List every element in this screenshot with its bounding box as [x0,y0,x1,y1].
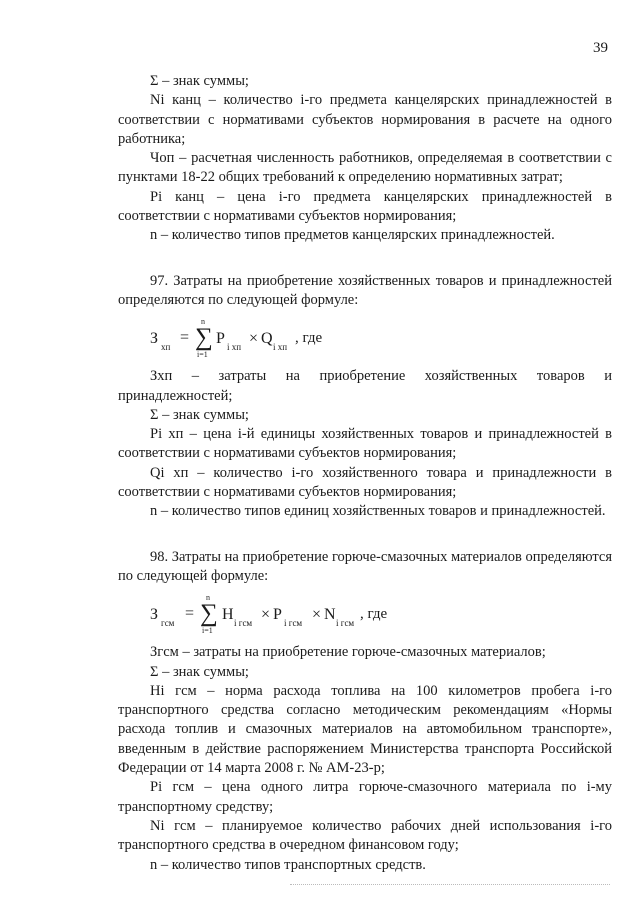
f98-times2: × [312,606,322,624]
f97-sigma: ∑ [195,324,213,352]
s98-intro: 98. Затраты на приобретение горюче-смазочных материалов определяются по следующей формуле: [118,548,612,584]
f98-term2: P [273,606,282,624]
s1-line-nkanc: Ni канц – количество i-го предмета канцелярских принадлежностей в соответствии с нормативами субъектов нормирования в расчете на одного работника; [118,92,612,147]
f97-tail: , где [295,330,323,347]
s98-line-zgsm: Згсм – затраты на приобретение горюче-смазочных материалов; [150,644,546,661]
f98-term1-sub: i гсм [234,618,253,629]
f98-sum-top: n [206,593,210,603]
f98-term3-sub: i гсм [336,618,355,629]
f98-sum-bottom: i=1 [202,626,213,636]
s98-line-pgsm: Pi гсм – цена одного литра горюче-смазочного материала по i-му транспортному средству; [118,779,612,815]
f97-term2-sub: i хп [273,342,288,353]
f97-times1: × [249,330,259,348]
s98-line-ngsm-norm: Нi гсм – норма расхода топлива на 100 километров пробега i-го транспортного средства согласно методическим рекомендациям «Нормы расхода топлив и смазочных материалов на автомобильном транспорте», введенным в действие распоряжением Министерства транспорта Российской Федерации от 14 марта 2008 г. № АМ-23-р; [118,682,612,777]
f97-term1-sub: i хп [227,342,242,353]
s97-line-zhp: Зхп – затраты на приобретение хозяйственных товаров и принадлежностей; [118,368,612,404]
s97-line-n: n – количество типов единиц хозяйственных товаров и принадлежностей. [150,503,606,520]
formula-97 [150,317,612,361]
s1-line-sum: Σ – знак суммы; [150,73,249,89]
s97-line-qhp: Qi хп – количество i-го хозяйственного товара и принадлежности в соответствии с нормативами субъектов нормирования; [118,464,612,501]
s98-line-sum: Σ – знак суммы; [150,663,249,680]
page-content [118,72,612,875]
s1-line-pkanc: Pi канц – цена i-го предмета канцелярских принадлежностей в соответствии с нормативами субъектов нормирования; [118,188,612,225]
s97-line-php: Pi хп – цена i-й единицы хозяйственных товаров и принадлежностей в соответствии с нормативами субъектов нормирования; [118,426,612,462]
f98-lhs: З [150,606,159,624]
s97-intro: 97. Затраты на приобретение хозяйственных товаров и принадлежностей определяются по следующей формуле: [118,272,612,308]
f98-lhs-sub: гсм [161,618,175,629]
f98-term2-sub: i гсм [284,618,303,629]
s1-line-chop: Чоп – расчетная численность работников, определяемая в соответствии с пунктами 18-22 общих требований к определению нормативных затрат; [118,150,612,186]
f97-term1: P [216,330,225,348]
f98-sigma: ∑ [200,600,218,628]
scan-footer-line [290,884,610,885]
f97-eq: = [180,329,190,347]
formula-98 [150,593,612,637]
s97-line-sum: Σ – знак суммы; [150,406,249,423]
s1-line-n: n – количество типов предметов канцелярских принадлежностей. [150,227,555,244]
s98-line-n: n – количество типов транспортных средств. [150,856,426,873]
f98-tail: , где [360,606,388,623]
page-number: 39 [593,40,608,56]
f98-term1: Н [222,606,234,624]
f97-term2: Q [261,330,273,348]
f97-sum-top: n [201,317,205,327]
f98-times1: × [261,606,271,624]
f98-term3: N [324,606,336,624]
f97-lhs-sub: хп [161,342,171,353]
f98-eq: = [185,605,195,623]
f97-lhs: З [150,330,159,348]
s98-line-ngsm-days: Ni гсм – планируемое количество рабочих дней использования i-го транспортного средства в очередном финансовом году; [118,817,612,854]
f97-sum-bottom: i=1 [197,350,208,360]
